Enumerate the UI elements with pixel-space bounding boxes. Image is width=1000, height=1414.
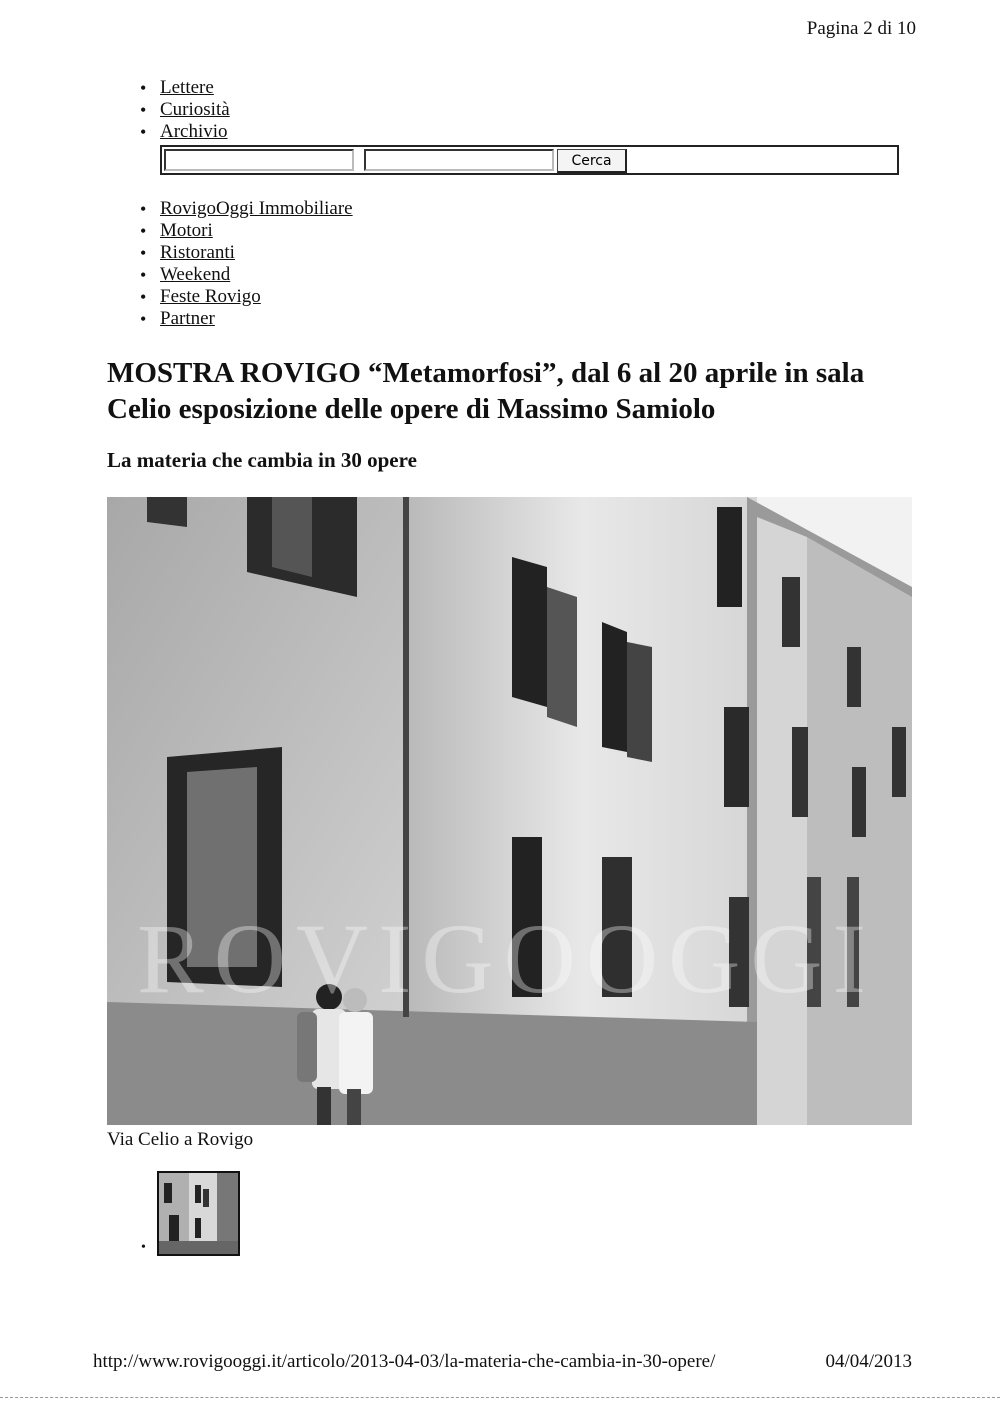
nav-list-bottom bbox=[140, 198, 353, 330]
search-input-1[interactable] bbox=[164, 149, 354, 171]
footer-url: http://www.rovigooggi.it/articolo/2013-04-03/la-materia-che-cambia-in-30-opere/ bbox=[93, 1351, 716, 1372]
photo-watermark: ROVIGOOGGI bbox=[137, 903, 876, 1014]
nav-item-ristoranti bbox=[140, 242, 353, 264]
article-title: MOSTRA ROVIGO “Metamorfosi”, dal 6 al 20 aprile in sala Celio esposizione delle opere di Massimo Samiolo bbox=[107, 357, 865, 425]
nav-list-top bbox=[140, 77, 230, 143]
photo-caption: Via Celio a Rovigo bbox=[107, 1129, 254, 1150]
nav-item-motori bbox=[140, 220, 353, 242]
nav-item-immobiliare bbox=[140, 198, 353, 220]
nav-link-ristoranti[interactable]: Ristoranti bbox=[160, 242, 235, 263]
page-number: Pagina 2 di 10 bbox=[806, 18, 916, 39]
nav-link-lettere[interactable]: Lettere bbox=[160, 77, 214, 98]
footer-date: 04/04/2013 bbox=[825, 1351, 912, 1372]
nav-link-immobiliare[interactable]: RovigoOggi Immobiliare bbox=[160, 198, 353, 219]
photo-thumbnail[interactable] bbox=[157, 1171, 240, 1256]
thumbnail-illustration bbox=[159, 1173, 238, 1254]
nav-item-lettere bbox=[140, 77, 230, 99]
nav-item-feste-rovigo bbox=[140, 286, 353, 308]
article-subtitle: La materia che cambia in 30 opere bbox=[107, 448, 417, 472]
photo-illustration bbox=[107, 497, 912, 1125]
nav-item-weekend bbox=[140, 264, 353, 286]
search-bar bbox=[160, 145, 899, 175]
nav-link-partner[interactable]: Partner bbox=[160, 308, 215, 329]
article-photo[interactable] bbox=[107, 497, 912, 1125]
search-button[interactable]: Cerca bbox=[557, 149, 627, 173]
nav-item-archivio bbox=[140, 121, 230, 143]
nav-link-weekend[interactable]: Weekend bbox=[160, 264, 231, 285]
search-input-2[interactable] bbox=[364, 149, 554, 171]
nav-item-partner bbox=[140, 308, 353, 330]
thumbnail-bullet: • bbox=[141, 1240, 146, 1255]
nav-item-curiosita bbox=[140, 99, 230, 121]
nav-link-feste-rovigo[interactable]: Feste Rovigo bbox=[160, 286, 261, 307]
footer-divider bbox=[0, 1397, 1000, 1398]
nav-link-motori[interactable]: Motori bbox=[160, 220, 213, 241]
nav-link-curiosita[interactable]: Curiosità bbox=[160, 99, 230, 120]
nav-link-archivio[interactable]: Archivio bbox=[160, 121, 228, 142]
